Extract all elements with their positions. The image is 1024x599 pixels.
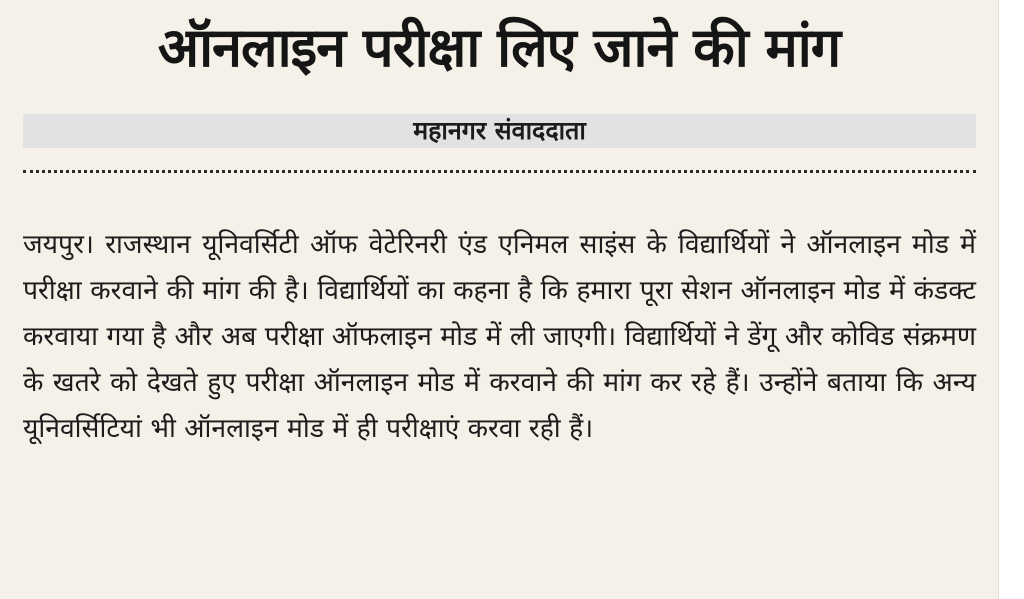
byline-band xyxy=(23,114,976,148)
dotted-divider xyxy=(23,170,976,173)
byline: महानगर संवाददाता xyxy=(413,116,586,145)
headline: ऑनलाइन परीक्षा लिए जाने की मांग xyxy=(157,16,841,79)
article-body: जयपुर। राजस्थान यूनिवर्सिटी ऑफ वेटेरिनरी एंड एनिमल साइंस के विद्यार्थियों ने ऑनलाइन मोड में परीक्षा करवाने की मांग की है। विद्यार्थियों का कहना है कि हमारा पूरा सेशन ऑनलाइन मोड में कंडक्ट करवाया गया है और अब परीक्षा ऑफलाइन मोड में ली जाएगी। विद्यार्थियों ने डेंगू और कोविड संक्रमण के खतरे को देखते हुए परीक्षा ऑनलाइन मोड में करवाने की मांग कर रहे हैं। उन्होंने बताया कि अन्य यूनिवर्सिटियां भी ऑनलाइन मोड में ही परीक्षाएं करवा रही हैं। xyxy=(23,229,976,444)
